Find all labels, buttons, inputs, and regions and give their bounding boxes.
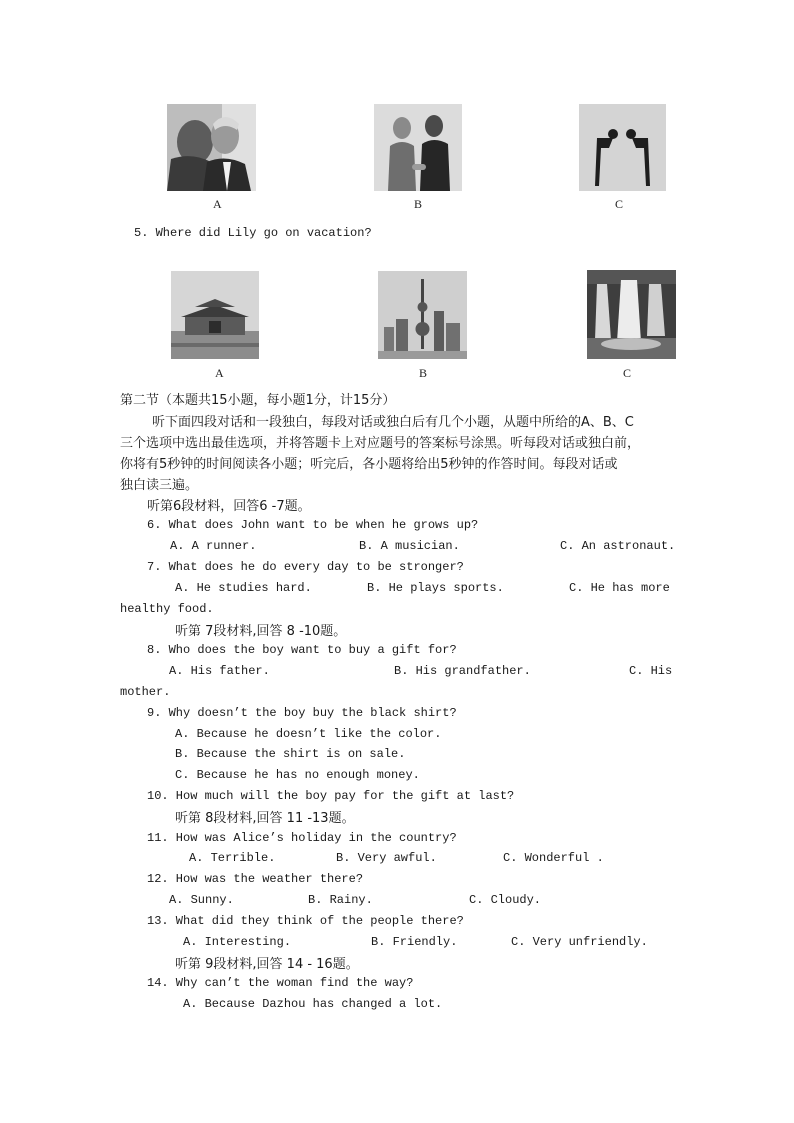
option-label-a: A [215,366,224,380]
question-13: 13. What did they think of the people there? [147,914,464,928]
handshake-greeting-photo [374,104,462,191]
question-8: 8. Who does the boy want to buy a gift for? [147,643,457,657]
question-9: 9. Why doesn’t the boy buy the black shirt? [147,706,457,720]
material-heading: 听第6段材料，回答6 -7题。 [147,499,311,514]
option-c: C. Because he has no enough money. [175,768,420,782]
instruction-line: 独白读三遍。 [120,478,199,493]
option-b: B. Rainy. [308,893,373,907]
option-a: A. A runner. [170,539,257,553]
option-b: B. Because the shirt is on sale. [175,747,406,761]
option-c: C. Cloudy. [469,893,542,907]
option-b: B. He plays sports. [367,581,504,595]
option-a: A. Interesting. [183,935,292,949]
option-label-b: B [419,366,428,380]
option-c: C. His [629,664,673,678]
option-c: C. An astronaut. [560,539,676,553]
bowing-greeting-photo [579,104,666,191]
option-label-c: C [615,197,624,211]
section-title: 第二节（本题共15小题，每小题1分，计15分） [120,393,396,408]
option-c-continued: mother. [120,685,171,699]
option-b: B. A musician. [359,539,460,553]
option-b: B. Very awful. [336,851,437,865]
waterfall-photo [587,270,676,359]
question-7: 7. What does he do every day to be stronger? [147,560,464,574]
instruction-line: 你将有5秒钟的时间阅读各小题；听完后，各小题将给出5秒钟的作答时间。每段对话或 [120,457,618,472]
question-6: 6. What does John want to be when he grows up? [147,518,479,532]
cheek-kiss-greeting-photo [167,104,256,191]
option-c: C. Wonderful . [503,851,604,865]
shanghai-skyline-photo [378,271,467,359]
option-a: A. Because he doesn’t like the color. [175,727,442,741]
option-label-b: B [414,197,423,211]
option-a: A. Because Dazhou has changed a lot. [183,997,443,1011]
option-c: C. He has more [569,581,670,595]
option-b: B. Friendly. [371,935,458,949]
option-c-continued: healthy food. [120,602,214,616]
question-11: 11. How was Alice’s holiday in the country? [147,831,457,845]
question-12: 12. How was the weather there? [147,872,364,886]
instruction-line: 三个选项中选出最佳选项，并将答题卡上对应题号的答案标号涂黑。听每段对话或独白前， [120,436,641,451]
option-a: A. He studies hard. [175,581,312,595]
material-heading: 听第 9段材料,回答 14 - 16题。 [175,957,359,972]
material-heading: 听第 7段材料,回答 8 -10题。 [175,624,347,639]
option-label-a: A [213,197,222,211]
option-c: C. Very unfriendly. [511,935,648,949]
option-label-c: C [623,366,632,380]
tiananmen-photo [171,271,259,359]
question-10: 10. How much will the boy pay for the gift at last? [147,789,515,803]
instruction-line: 听下面四段对话和一段独白，每段对话或独白后有几个小题，从题中所给的A、B、C [152,415,634,430]
option-b: B. His grandfather. [394,664,531,678]
option-a: A. His father. [169,664,270,678]
question-14: 14. Why can’t the woman find the way? [147,976,414,990]
option-a: A. Terrible. [189,851,276,865]
question-5: 5. Where did Lily go on vacation? [134,226,372,240]
material-heading: 听第 8段材料,回答 11 -13题。 [175,811,355,826]
option-a: A. Sunny. [169,893,234,907]
